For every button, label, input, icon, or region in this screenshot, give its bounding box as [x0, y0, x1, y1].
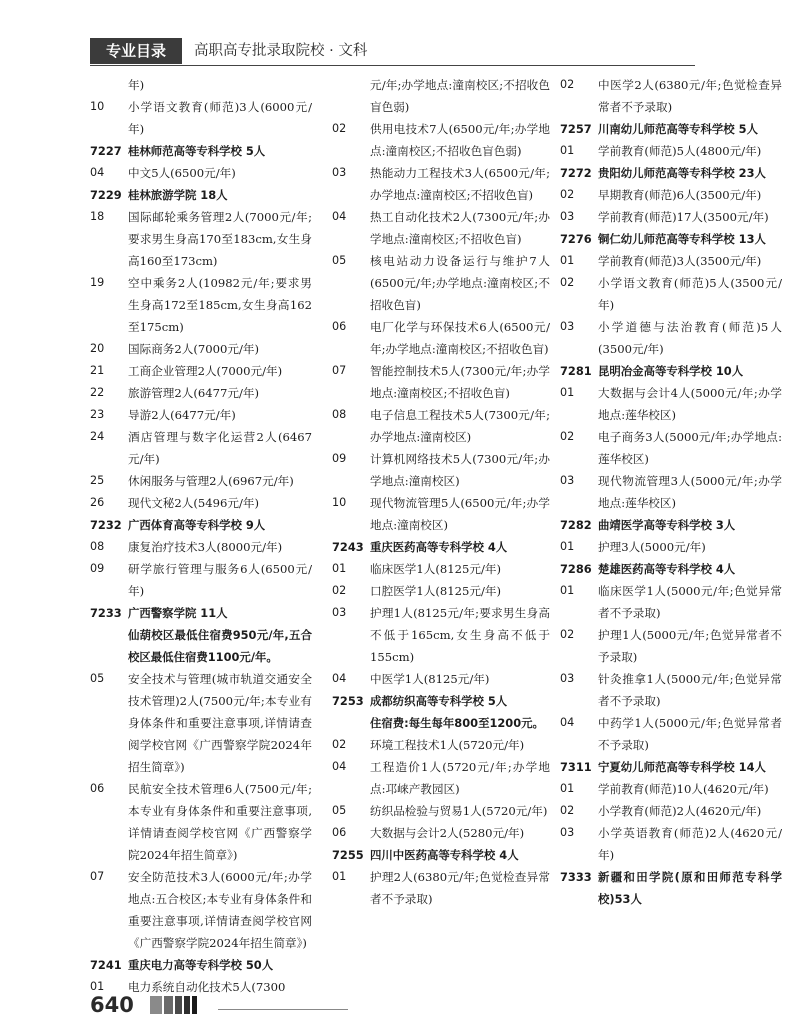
school-entry: [560, 118, 782, 140]
major-code: 03: [560, 320, 575, 333]
major-entry: [560, 316, 782, 360]
major-code: 03: [560, 672, 575, 685]
school-entry: [90, 514, 312, 536]
major-entry: [332, 558, 550, 580]
major-entry: [90, 360, 312, 382]
entry-text: 民航安全技术管理6人(7500元/年;本专业有身体条件和重要注意事项,详情请查阅学校官网《广西警察学院2024年招生简章》): [128, 782, 312, 862]
major-entry: [332, 250, 550, 316]
major-entry: [560, 206, 782, 228]
school-name: 广西警察学院 11人: [128, 606, 228, 620]
section-tag: 专业目录: [90, 38, 182, 64]
major-code: 20: [90, 342, 105, 355]
major-entry: [560, 580, 782, 624]
school-entry: [560, 360, 782, 382]
major-code: 02: [560, 188, 575, 201]
page-number: 640: [90, 993, 134, 1017]
entry-text: 智能控制技术5人(7300元/年;办学地点:潼南校区;不招收色盲): [370, 364, 550, 400]
major-entry: [332, 316, 550, 360]
school-code: 7255: [332, 848, 364, 862]
major-code: 01: [560, 540, 575, 553]
major-entry: [560, 624, 782, 668]
school-code: 7276: [560, 232, 592, 246]
major-code: 01: [332, 870, 347, 883]
school-code: 7232: [90, 518, 122, 532]
header-divider: [90, 65, 695, 66]
school-code: 7272: [560, 166, 592, 180]
entry-text: 年): [128, 78, 145, 92]
school-entry: [560, 558, 782, 580]
major-entry: [332, 404, 550, 448]
school-name: 四川中医药高等专科学校 4人: [370, 848, 519, 862]
major-entry: [560, 184, 782, 206]
entry-text: 临床医学1人(8125元/年): [370, 562, 501, 576]
entry-text: 大数据与会计2人(5280元/年): [370, 826, 525, 840]
entry-text: 现代物流管理3人(5000元/年;办学地点:莲华校区): [598, 474, 782, 510]
school-entry: [332, 844, 550, 866]
school-entry: [332, 690, 550, 712]
major-code: 01: [560, 782, 575, 795]
major-code: 05: [332, 804, 347, 817]
entry-text: 小学英语教育(师范)2人(4620元/年): [598, 826, 782, 862]
entry-text: 护理3人(5000元/年): [598, 540, 706, 554]
school-name: 成都纺织高等专科学校 5人: [370, 694, 508, 708]
major-entry: [560, 382, 782, 426]
entry-text: 护理1人(8125元/年;要求男生身高不低于165cm,女生身高不低于155cm): [370, 606, 550, 664]
major-entry: [90, 492, 312, 514]
major-code: 04: [332, 210, 347, 223]
school-note: [90, 624, 312, 668]
major-entry: [332, 668, 550, 690]
major-code: 08: [90, 540, 105, 553]
school-code: 7286: [560, 562, 592, 576]
major-entry: [332, 822, 550, 844]
major-code: 10: [90, 100, 105, 113]
entry-text: 中药学1人(5000元/年;色觉异常者不予录取): [598, 716, 782, 752]
major-entry: [90, 536, 312, 558]
school-entry: [560, 756, 782, 778]
major-code: 03: [332, 606, 347, 619]
school-name: 桂林旅游学院 18人: [128, 188, 228, 202]
major-code: 26: [90, 496, 105, 509]
major-code: 06: [332, 320, 347, 333]
major-entry: [560, 712, 782, 756]
page-decoration: [150, 996, 214, 1014]
entry-text: 工商企业管理2人(7000元/年): [128, 364, 283, 378]
school-entry: [90, 602, 312, 624]
school-entry: [90, 954, 312, 976]
school-code: 7257: [560, 122, 592, 136]
major-code: 03: [332, 166, 347, 179]
major-entry: [560, 140, 782, 162]
school-code: 7243: [332, 540, 364, 554]
major-code: 01: [90, 980, 105, 993]
entry-text: 中医学1人(8125元/年): [370, 672, 490, 686]
entry-text: 酒店管理与数字化运营2人(6467元/年): [128, 430, 312, 466]
entry-text: 导游2人(6477元/年): [128, 408, 236, 422]
major-entry: [332, 360, 550, 404]
entry-text: 计算机网络技术5人(7300元/年;办学地点:潼南校区): [370, 452, 550, 488]
page-header: [90, 38, 690, 64]
school-code: 7227: [90, 144, 122, 158]
entry-text: 空中乘务2人(10982元/年;要求男生身高172至185cm,女生身高162至175cm): [128, 276, 312, 334]
school-code: 7229: [90, 188, 122, 202]
major-code: 04: [90, 166, 105, 179]
entry-continuation: [90, 74, 312, 96]
school-code: 7282: [560, 518, 592, 532]
major-entry: [332, 448, 550, 492]
school-entry: [332, 536, 550, 558]
school-name: 楚雄医药高等专科学校 4人: [598, 562, 736, 576]
major-code: 01: [560, 386, 575, 399]
major-entry: [332, 492, 550, 536]
entry-text: 休闲服务与管理2人(6967元/年): [128, 474, 294, 488]
major-code: 02: [560, 628, 575, 641]
major-entry: [560, 426, 782, 470]
entry-text: 学前教育(师范)10人(4620元/年): [598, 782, 769, 796]
major-entry: [90, 470, 312, 492]
school-entry: [90, 140, 312, 162]
major-entry: [90, 404, 312, 426]
school-name: 贵阳幼儿师范高等专科学校 23人: [598, 166, 766, 180]
major-code: 01: [560, 254, 575, 267]
major-code: 19: [90, 276, 105, 289]
entry-text: 电力系统自动化技术5人(7300: [128, 980, 286, 994]
major-code: 18: [90, 210, 105, 223]
entry-text: 中医学2人(6380元/年;色觉检查异常者不予录取): [598, 78, 782, 114]
column-left: [90, 74, 312, 998]
major-code: 25: [90, 474, 105, 487]
entry-text: 旅游管理2人(6477元/年): [128, 386, 259, 400]
major-entry: [560, 250, 782, 272]
major-entry: [90, 162, 312, 184]
major-code: 06: [332, 826, 347, 839]
entry-text: 住宿费:每生每年800至1200元。: [370, 716, 544, 730]
school-code: 7253: [332, 694, 364, 708]
major-code: 01: [332, 562, 347, 575]
school-name: 宁夏幼儿师范高等专科学校 14人: [598, 760, 766, 774]
major-code: 22: [90, 386, 105, 399]
school-code: 7233: [90, 606, 122, 620]
major-code: 10: [332, 496, 347, 509]
entry-text: 国际邮轮乘务管理2人(7000元/年;要求男生身高170至183cm,女生身高160至173cm): [128, 210, 312, 268]
entry-text: 小学道德与法治教育(师范)5人(3500元/年): [598, 320, 782, 356]
major-entry: [90, 338, 312, 360]
major-entry: [332, 734, 550, 756]
major-entry: [90, 272, 312, 338]
school-entry: [560, 866, 782, 910]
major-entry: [560, 470, 782, 514]
entry-text: 小学语文教育(师范)5人(3500元/年): [598, 276, 782, 312]
major-entry: [332, 800, 550, 822]
section-title: 高职高专批录取院校 · 文科: [194, 43, 368, 59]
entry-text: 学前教育(师范)5人(4800元/年): [598, 144, 762, 158]
entry-text: 电子商务3人(5000元/年;办学地点:莲华校区): [598, 430, 782, 466]
major-code: 23: [90, 408, 105, 421]
school-code: 7241: [90, 958, 122, 972]
school-entry: [90, 184, 312, 206]
major-code: 05: [332, 254, 347, 267]
entry-text: 安全防范技术3人(6000元/年;办学地点:五合校区;本专业有身体条件和重要注意事项,详情请查阅学校官网《广西警察学院2024年招生简章》): [128, 870, 312, 950]
major-entry: [90, 866, 312, 954]
major-code: 24: [90, 430, 105, 443]
school-note: [332, 712, 550, 734]
entry-text: 中文5人(6500元/年): [128, 166, 236, 180]
school-name: 铜仁幼儿师范高等专科学校 13人: [598, 232, 766, 246]
entry-text: 电厂化学与环保技术6人(6500元/年;办学地点:潼南校区;不招收色盲): [370, 320, 550, 356]
major-entry: [560, 800, 782, 822]
entry-text: 元/年;办学地点:潼南校区;不招收色盲色弱): [370, 78, 550, 114]
major-code: 03: [560, 826, 575, 839]
entry-text: 学前教育(师范)3人(3500元/年): [598, 254, 762, 268]
school-code: 7311: [560, 760, 592, 774]
column-middle: [332, 74, 550, 910]
major-entry: [560, 778, 782, 800]
entry-text: 纺织品检验与贸易1人(5720元/年): [370, 804, 548, 818]
major-entry: [90, 558, 312, 602]
entry-text: 安全技术与管理(城市轨道交通安全技术管理)2人(7500元/年;本专业有身体条件和重要注意事项,详情请查阅学校官网《广西警察学院2024年招生简章》): [128, 672, 312, 774]
major-entry: [332, 756, 550, 800]
entry-text: 临床医学1人(5000元/年;色觉异常者不予录取): [598, 584, 782, 620]
school-code: 7281: [560, 364, 592, 378]
major-code: 06: [90, 782, 105, 795]
school-name: 曲靖医学高等专科学校 3人: [598, 518, 736, 532]
school-name: 桂林师范高等专科学校 5人: [128, 144, 266, 158]
entry-text: 小学语文教育(师范)3人(6000元/年): [128, 100, 312, 136]
school-code: 7333: [560, 870, 592, 884]
entry-text: 供用电技术7人(6500元/年;办学地点:潼南校区;不招收色盲色弱): [370, 122, 550, 158]
major-code: 04: [560, 716, 575, 729]
major-entry: [90, 206, 312, 272]
major-code: 21: [90, 364, 105, 377]
school-entry: [560, 228, 782, 250]
major-code: 02: [332, 122, 347, 135]
major-code: 01: [560, 584, 575, 597]
entry-text: 核电站动力设备运行与维护7人(6500元/年;办学地点:潼南校区;不招收色盲): [370, 254, 550, 312]
school-name: 新疆和田学院(原和田师范专科学校)53人: [598, 870, 782, 906]
entry-text: 早期教育(师范)6人(3500元/年): [598, 188, 762, 202]
entry-text: 热工自动化技术2人(7300元/年;办学地点:潼南校区;不招收色盲): [370, 210, 550, 246]
major-entry: [90, 382, 312, 404]
major-entry: [560, 272, 782, 316]
entry-text: 研学旅行管理与服务6人(6500元/年): [128, 562, 312, 598]
entry-text: 康复治疗技术3人(8000元/年): [128, 540, 283, 554]
entry-text: 电子信息工程技术5人(7300元/年;办学地点:潼南校区): [370, 408, 550, 444]
major-code: 01: [560, 144, 575, 157]
school-name: 广西体育高等专科学校 9人: [128, 518, 266, 532]
major-code: 03: [560, 210, 575, 223]
major-entry: [90, 778, 312, 866]
major-entry: [332, 580, 550, 602]
major-code: 02: [560, 430, 575, 443]
entry-text: 口腔医学1人(8125元/年): [370, 584, 501, 598]
school-name: 川南幼儿师范高等专科学校 5人: [598, 122, 758, 136]
entry-text: 针灸推拿1人(5000元/年;色觉异常者不予录取): [598, 672, 782, 708]
school-name: 昆明冶金高等专科学校 10人: [598, 364, 744, 378]
major-code: 02: [560, 276, 575, 289]
major-code: 03: [560, 474, 575, 487]
school-name: 重庆医药高等专科学校 4人: [370, 540, 508, 554]
entry-text: 工程造价1人(5720元/年;办学地点:邛崃产教园区): [370, 760, 550, 796]
major-code: 02: [560, 804, 575, 817]
major-code: 04: [332, 760, 347, 773]
major-entry: [560, 74, 782, 118]
major-code: 07: [332, 364, 347, 377]
entry-continuation: [332, 74, 550, 118]
school-name: 重庆电力高等专科学校 50人: [128, 958, 274, 972]
major-code: 02: [332, 738, 347, 751]
major-entry: [560, 822, 782, 866]
entry-text: 环境工程技术1人(5720元/年): [370, 738, 525, 752]
entry-text: 小学教育(师范)2人(4620元/年): [598, 804, 762, 818]
entry-text: 护理1人(5000元/年;色觉异常者不予录取): [598, 628, 782, 664]
major-entry: [90, 668, 312, 778]
school-entry: [560, 514, 782, 536]
major-code: 05: [90, 672, 105, 685]
entry-text: 仙葫校区最低住宿费950元/年,五合校区最低住宿费1100元/年。: [128, 628, 312, 664]
major-entry: [332, 866, 550, 910]
major-code: 09: [332, 452, 347, 465]
major-entry: [560, 668, 782, 712]
entry-text: 现代文秘2人(5496元/年): [128, 496, 259, 510]
footer-divider: [218, 1009, 348, 1010]
column-right: [560, 74, 782, 910]
major-entry: [332, 602, 550, 668]
major-entry: [332, 206, 550, 250]
entry-text: 大数据与会计4人(5000元/年;办学地点:莲华校区): [598, 386, 782, 422]
major-entry: [560, 536, 782, 558]
major-code: 09: [90, 562, 105, 575]
major-code: 02: [332, 584, 347, 597]
entry-text: 现代物流管理5人(6500元/年;办学地点:潼南校区): [370, 496, 550, 532]
major-entry: [90, 426, 312, 470]
entry-text: 热能动力工程技术3人(6500元/年;办学地点:潼南校区;不招收色盲): [370, 166, 550, 202]
entry-text: 国际商务2人(7000元/年): [128, 342, 259, 356]
school-entry: [560, 162, 782, 184]
major-code: 07: [90, 870, 105, 883]
major-entry: [332, 118, 550, 162]
major-entry: [90, 96, 312, 140]
major-code: 04: [332, 672, 347, 685]
major-code: 02: [560, 78, 575, 91]
major-entry: [332, 162, 550, 206]
entry-text: 护理2人(6380元/年;色觉检查异常者不予录取): [370, 870, 550, 906]
entry-text: 学前教育(师范)17人(3500元/年): [598, 210, 769, 224]
major-code: 08: [332, 408, 347, 421]
